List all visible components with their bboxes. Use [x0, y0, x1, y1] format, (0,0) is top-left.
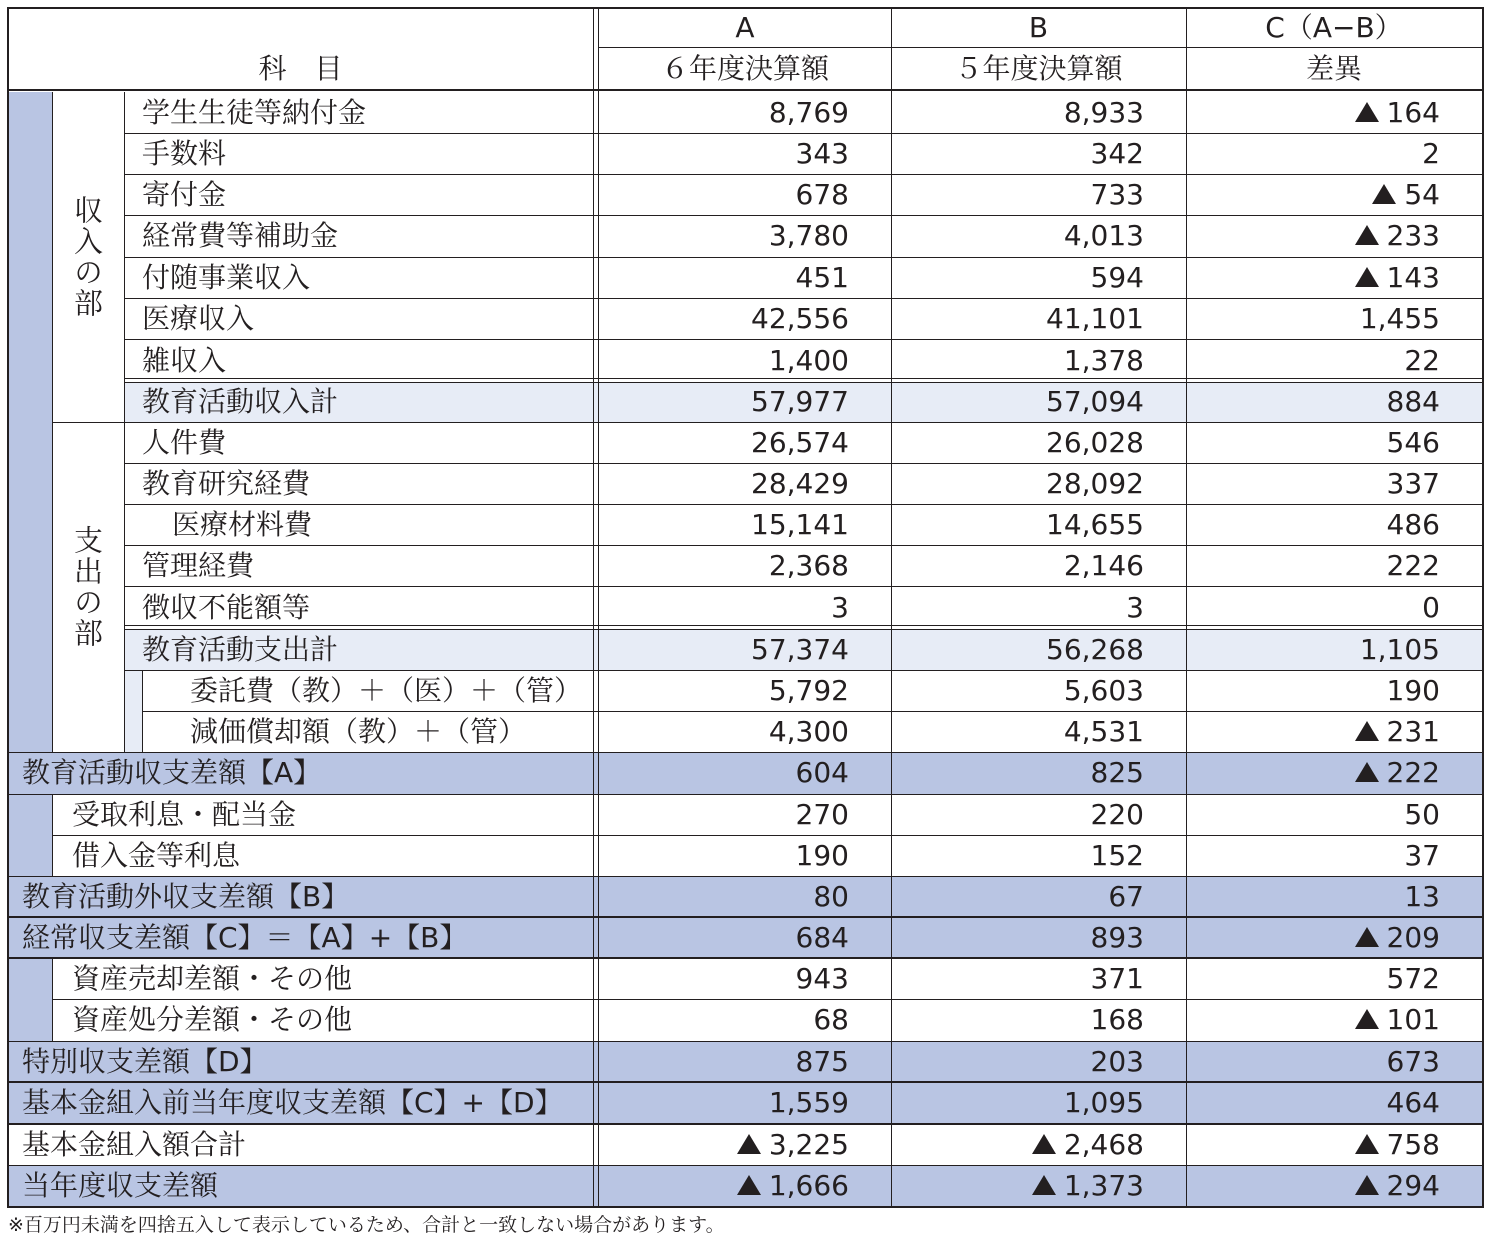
value-difference — [1186, 999, 1482, 1041]
row-label: 受取利息・配当金 — [72, 797, 297, 831]
value-difference — [1186, 752, 1482, 794]
negative-triangle-icon — [1355, 1134, 1379, 1154]
value-difference — [1186, 133, 1482, 174]
value-difference-value: 572 — [1386, 961, 1440, 995]
table-row — [0, 1124, 1487, 1165]
year6-header: ６年度決算額 — [660, 51, 829, 85]
value-year5-value: 28,092 — [1046, 466, 1144, 500]
table-row — [0, 422, 1487, 463]
value-year6-value: 678 — [795, 177, 849, 211]
value-year5 — [891, 298, 1186, 339]
value-year5-value: 41,101 — [1046, 301, 1144, 335]
table-row — [0, 1165, 1487, 1206]
value-difference-value: 337 — [1386, 466, 1440, 500]
value-year6-value: 684 — [795, 920, 849, 954]
value-difference — [1186, 794, 1482, 835]
value-year6 — [599, 422, 891, 463]
value-difference-value: 190 — [1386, 673, 1440, 707]
value-year5-value: 594 — [1090, 260, 1144, 294]
value-year6 — [599, 835, 891, 876]
negative-triangle-icon — [1355, 1009, 1379, 1029]
row-label: 人件費 — [142, 425, 227, 459]
value-year5 — [891, 1165, 1186, 1206]
value-year5 — [891, 382, 1186, 422]
column-a-header: A — [735, 11, 755, 44]
value-year5-value: 733 — [1090, 177, 1144, 211]
value-year5-value: 56,268 — [1046, 632, 1144, 666]
row-label: 減価償却額（教）＋（管） — [190, 714, 527, 748]
value-difference — [1186, 174, 1482, 215]
negative-triangle-icon — [1372, 184, 1396, 204]
negative-triangle-icon — [1032, 1175, 1056, 1195]
row-label: 徴収不能額等 — [142, 590, 311, 624]
value-year5-value: 14,655 — [1046, 507, 1144, 541]
value-difference-value: 22 — [1404, 343, 1440, 377]
value-difference-value: 673 — [1386, 1044, 1440, 1078]
value-year6 — [599, 215, 891, 257]
value-year6 — [599, 504, 891, 545]
value-year5-value: 57,094 — [1046, 385, 1144, 418]
value-year5-value: 825 — [1090, 756, 1144, 789]
value-difference — [1186, 339, 1482, 382]
value-year6 — [599, 629, 891, 670]
value-year5 — [891, 215, 1186, 257]
value-year5 — [891, 92, 1186, 133]
value-difference-value: 758 — [1386, 1127, 1440, 1161]
value-difference — [1186, 382, 1482, 422]
value-difference-value: 1,105 — [1359, 632, 1440, 666]
value-year6-value: 15,141 — [751, 507, 849, 541]
value-year6 — [599, 752, 891, 794]
row-label: 委託費（教）＋（医）＋（管） — [190, 673, 583, 707]
value-difference-value: 0 — [1422, 590, 1440, 624]
value-difference — [1186, 586, 1482, 629]
value-year5-value: 342 — [1090, 136, 1144, 170]
value-difference-value: 54 — [1404, 177, 1440, 211]
value-difference-value: 2 — [1422, 136, 1440, 170]
value-difference-value: 294 — [1386, 1168, 1440, 1202]
value-year5 — [891, 339, 1186, 382]
value-difference — [1186, 92, 1482, 133]
value-difference — [1186, 1041, 1482, 1082]
value-year6 — [599, 1124, 891, 1165]
value-difference — [1186, 670, 1482, 711]
value-difference — [1186, 958, 1482, 999]
table-row — [0, 1082, 1487, 1124]
value-year6 — [599, 257, 891, 298]
footnote: ※百万円未満を四捨五入して表示しているため、合計と一致しない場合があります。 — [8, 1214, 725, 1236]
value-year5 — [891, 876, 1186, 917]
value-year5-value: 4,013 — [1063, 219, 1144, 252]
subject-header: 科 目 — [258, 51, 343, 85]
row-label: 経常収支差額【C】＝【A】+【B】 — [22, 920, 468, 954]
value-year6 — [599, 1165, 891, 1206]
row-label: 基本金組入額合計 — [22, 1127, 247, 1161]
value-difference-value: 209 — [1386, 920, 1440, 954]
negative-triangle-icon — [1355, 762, 1379, 782]
value-year5 — [891, 794, 1186, 835]
value-year5 — [891, 504, 1186, 545]
negative-triangle-icon — [1355, 225, 1379, 245]
negative-triangle-icon — [737, 1175, 761, 1195]
value-difference-value: 50 — [1404, 797, 1440, 831]
value-year5-value: 1,095 — [1063, 1086, 1144, 1119]
value-year5-value: 26,028 — [1046, 425, 1144, 459]
row-label: 教育活動外収支差額【B】 — [22, 879, 350, 913]
row-label: 医療材料費 — [172, 507, 313, 541]
value-difference — [1186, 545, 1482, 586]
value-year6-value: 604 — [795, 756, 849, 789]
value-year5-value: 4,531 — [1063, 714, 1144, 748]
value-year6 — [599, 1041, 891, 1082]
expense-section-label: 支出の部 — [70, 525, 104, 649]
table-row — [0, 382, 1487, 422]
value-year5 — [891, 670, 1186, 711]
value-year5-value: 893 — [1090, 920, 1144, 954]
value-year6-value: 451 — [795, 260, 849, 294]
value-year6 — [599, 298, 891, 339]
year5-header: ５年度決算額 — [954, 51, 1123, 85]
table-row — [0, 917, 1487, 958]
negative-triangle-icon — [1355, 927, 1379, 947]
table-row — [0, 752, 1487, 794]
value-year5-value: 371 — [1090, 961, 1144, 995]
value-year5 — [891, 917, 1186, 958]
row-label: 手数料 — [142, 136, 227, 170]
negative-triangle-icon — [737, 1134, 761, 1154]
value-difference — [1186, 504, 1482, 545]
table-row — [0, 999, 1487, 1041]
table-border-bottom — [8, 1206, 1483, 1208]
table-row — [0, 629, 1487, 670]
table-row — [0, 1041, 1487, 1082]
row-label: 特別収支差額【D】 — [22, 1044, 268, 1078]
value-year5 — [891, 752, 1186, 794]
value-year6-value: 3,225 — [768, 1127, 849, 1161]
value-year5-value: 3 — [1126, 590, 1144, 624]
value-year6 — [599, 711, 891, 752]
value-difference-value: 464 — [1386, 1086, 1440, 1119]
value-difference-value: 164 — [1386, 95, 1440, 129]
value-year5 — [891, 257, 1186, 298]
column-c-header: C（A−B） — [1265, 11, 1403, 44]
row-label: 付随事業収入 — [142, 260, 311, 294]
table-row — [0, 504, 1487, 545]
value-year5-value: 152 — [1090, 838, 1144, 872]
value-year5-value: 2,468 — [1063, 1127, 1144, 1161]
table-row — [0, 670, 1487, 711]
value-year6 — [599, 1082, 891, 1124]
row-label: 学生生徒等納付金 — [142, 95, 367, 129]
table-row — [0, 257, 1487, 298]
row-label: 管理経費 — [142, 548, 255, 582]
row-label: 医療収入 — [142, 301, 255, 335]
value-year6 — [599, 382, 891, 422]
negative-triangle-icon — [1355, 721, 1379, 741]
value-year6-value: 5,792 — [768, 673, 849, 707]
value-year6-value: 68 — [813, 1003, 849, 1036]
table-row — [0, 174, 1487, 215]
column-b-header: B — [1028, 11, 1049, 44]
value-year6-value: 343 — [795, 136, 849, 170]
negative-triangle-icon — [1355, 102, 1379, 122]
value-year6-value: 943 — [795, 961, 849, 995]
value-difference-value: 222 — [1386, 756, 1440, 789]
value-year5 — [891, 463, 1186, 504]
negative-triangle-icon — [1032, 1134, 1056, 1154]
value-difference-value: 231 — [1386, 714, 1440, 748]
value-year6-value: 875 — [795, 1044, 849, 1078]
table-row — [0, 711, 1487, 752]
table-row — [0, 463, 1487, 504]
value-difference — [1186, 629, 1482, 670]
row-label: 雑収入 — [142, 343, 227, 377]
table-row — [0, 133, 1487, 174]
row-label: 教育研究経費 — [142, 466, 311, 500]
row-label: 教育活動収支差額【A】 — [22, 756, 322, 789]
income-section-label: 収入の部 — [70, 195, 104, 319]
value-year5 — [891, 422, 1186, 463]
value-difference — [1186, 257, 1482, 298]
row-label: 寄付金 — [142, 177, 227, 211]
value-year6 — [599, 463, 891, 504]
value-year6-value: 2,368 — [768, 548, 849, 582]
value-year6-value: 190 — [795, 838, 849, 872]
value-year5-value: 5,603 — [1063, 673, 1144, 707]
table-row — [0, 586, 1487, 629]
value-year6-value: 28,429 — [751, 466, 849, 500]
value-year6 — [599, 133, 891, 174]
value-year5-value: 1,378 — [1063, 343, 1144, 377]
value-year6-value: 3,780 — [768, 219, 849, 252]
value-difference-value: 143 — [1386, 260, 1440, 294]
value-year6-value: 80 — [813, 879, 849, 913]
table-row — [0, 876, 1487, 917]
row-label: 基本金組入前当年度収支差額【C】+【D】 — [22, 1086, 563, 1119]
value-year5 — [891, 1082, 1186, 1124]
row-label: 資産売却差額・その他 — [72, 961, 353, 995]
row-label: 当年度収支差額 — [22, 1168, 219, 1202]
table-row — [0, 545, 1487, 586]
value-difference — [1186, 463, 1482, 504]
value-year5 — [891, 174, 1186, 215]
value-difference-value: 1,455 — [1359, 301, 1440, 335]
value-year5 — [891, 999, 1186, 1041]
value-year5-value: 220 — [1090, 797, 1144, 831]
row-label: 資産処分差額・その他 — [72, 1003, 353, 1036]
value-year5 — [891, 629, 1186, 670]
value-difference — [1186, 298, 1482, 339]
table-row — [0, 835, 1487, 876]
value-year6 — [599, 545, 891, 586]
value-year5-value: 67 — [1108, 879, 1144, 913]
value-difference — [1186, 1124, 1482, 1165]
value-year6-value: 270 — [795, 797, 849, 831]
value-year5 — [891, 835, 1186, 876]
value-year6 — [599, 794, 891, 835]
row-label: 経常費等補助金 — [142, 219, 339, 252]
value-year6-value: 26,574 — [751, 425, 849, 459]
table-row — [0, 215, 1487, 257]
value-year6 — [599, 999, 891, 1041]
value-year6 — [599, 917, 891, 958]
value-year5-value: 168 — [1090, 1003, 1144, 1036]
value-year5 — [891, 133, 1186, 174]
value-year6-value: 57,977 — [751, 385, 849, 418]
value-year5 — [891, 1124, 1186, 1165]
table-row — [0, 794, 1487, 835]
negative-triangle-icon — [1355, 267, 1379, 287]
value-difference-value: 546 — [1386, 425, 1440, 459]
value-difference-value: 884 — [1386, 385, 1440, 418]
value-year5-value: 1,373 — [1063, 1168, 1144, 1202]
table-row — [0, 339, 1487, 382]
value-year6 — [599, 339, 891, 382]
row-label: 借入金等利息 — [72, 838, 241, 872]
value-difference — [1186, 711, 1482, 752]
row-label: 教育活動支出計 — [142, 632, 339, 666]
value-difference-value: 222 — [1386, 548, 1440, 582]
value-year5 — [891, 1041, 1186, 1082]
value-year6 — [599, 670, 891, 711]
value-year5 — [891, 958, 1186, 999]
difference-header: 差異 — [1305, 51, 1362, 85]
negative-triangle-icon — [1355, 1175, 1379, 1195]
value-difference — [1186, 917, 1482, 958]
value-difference — [1186, 422, 1482, 463]
value-year6-value: 4,300 — [768, 714, 849, 748]
table-row — [0, 958, 1487, 999]
value-difference-value: 101 — [1386, 1003, 1440, 1036]
value-year6-value: 1,666 — [768, 1168, 849, 1202]
value-year5 — [891, 545, 1186, 586]
value-difference-value: 13 — [1404, 879, 1440, 913]
value-year6-value: 1,559 — [768, 1086, 849, 1119]
value-difference — [1186, 1082, 1482, 1124]
row-label: 教育活動収入計 — [142, 385, 339, 418]
value-year6 — [599, 92, 891, 133]
value-year6 — [599, 586, 891, 629]
value-difference-value: 233 — [1386, 219, 1440, 252]
value-year6 — [599, 958, 891, 999]
value-year6 — [599, 174, 891, 215]
value-year6-value: 42,556 — [751, 301, 849, 335]
value-difference-value: 486 — [1386, 507, 1440, 541]
table-row — [0, 92, 1487, 133]
value-difference — [1186, 215, 1482, 257]
value-difference — [1186, 1165, 1482, 1206]
value-year6-value: 57,374 — [751, 632, 849, 666]
value-year6 — [599, 876, 891, 917]
value-year5-value: 8,933 — [1063, 95, 1144, 129]
value-year6-value: 8,769 — [768, 95, 849, 129]
value-year5-value: 2,146 — [1063, 548, 1144, 582]
value-year6-value: 3 — [831, 590, 849, 624]
table-row — [0, 298, 1487, 339]
value-year5 — [891, 711, 1186, 752]
value-year5 — [891, 586, 1186, 629]
value-difference-value: 37 — [1404, 838, 1440, 872]
value-year6-value: 1,400 — [768, 343, 849, 377]
value-difference — [1186, 835, 1482, 876]
value-difference — [1186, 876, 1482, 917]
value-year5-value: 203 — [1090, 1044, 1144, 1078]
